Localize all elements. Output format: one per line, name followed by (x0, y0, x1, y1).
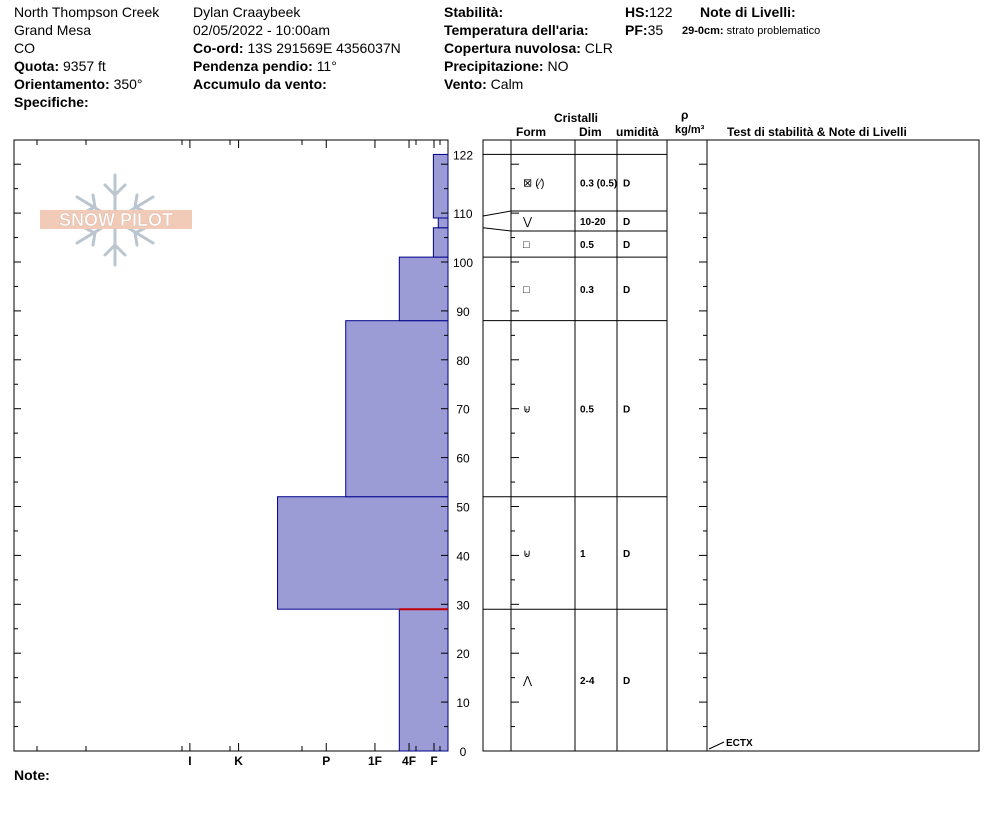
wind-value: Calm (490, 76, 524, 92)
observer: Dylan Craaybeek (193, 4, 301, 20)
hardness-tick-label: 4F (402, 754, 417, 768)
layer-form-glyph: ⋀ (523, 675, 533, 688)
hs-value: 122 (649, 4, 673, 20)
layer-form-glyph: ⊌ (523, 403, 532, 416)
logo-text: SNOW PILOT (59, 210, 173, 230)
hardness-bar (399, 609, 448, 751)
height-tick-label: 60 (456, 451, 470, 466)
layer-form-glyph: ⊌ (523, 547, 532, 560)
precip-label: Precipitazione: (444, 58, 544, 74)
layer-form-glyph: □ (523, 283, 530, 296)
hardness-bars (278, 154, 448, 751)
height-tick-label: 70 (456, 402, 470, 417)
precip-value: NO (547, 58, 569, 74)
air-temp-label: Temperatura dell'aria: (444, 22, 589, 38)
slope-value: 11° (316, 58, 337, 74)
coord-value: 13S 291569E 4356037N (247, 40, 401, 56)
layer-notes-label: Note di Livelli: (700, 4, 796, 20)
layer-size: 0.3 (0.5) (580, 178, 618, 190)
layer-form-glyph: □ (523, 239, 530, 252)
height-tick-label: 80 (456, 353, 470, 368)
location-line-2: Grand Mesa (14, 22, 92, 38)
test-leader (709, 742, 724, 749)
coord-label: Co-ord: (193, 40, 244, 56)
wind-loading-label: Accumulo da vento: (193, 76, 327, 92)
layer-moisture: D (623, 178, 631, 190)
stability-tests (709, 738, 753, 749)
height-tick-label: 50 (456, 500, 470, 515)
layer-moisture: D (623, 240, 631, 252)
sky-value: CLR (584, 40, 613, 56)
slope-label: Pendenza pendio: (193, 58, 313, 74)
layer-form-glyph: ⊠ (⁄) (523, 177, 545, 190)
hardness-tick-label: 1F (367, 754, 382, 768)
sky-label: Copertura nuvolosa: (444, 40, 581, 56)
test-label: ECTX (726, 738, 753, 749)
height-axis (453, 148, 473, 759)
tests-header: Test di stabilità & Note di Livelli (727, 125, 907, 139)
layer-size: 10-20 (580, 217, 606, 228)
height-tick-label: 110 (453, 207, 473, 222)
elevation-value: 9357 ft (63, 58, 106, 74)
aspect-label: Orientamento: (14, 76, 110, 92)
layer-moisture: D (623, 676, 631, 688)
layer-size: 1 (580, 548, 586, 560)
size-header: Dim (579, 125, 602, 139)
layer-moisture: D (623, 404, 631, 416)
datetime: 02/05/2022 - 10:00am (193, 22, 330, 38)
moisture-header: umidità (616, 125, 659, 139)
crystals-header: Cristalli (554, 111, 599, 125)
hardness-tick-label: P (322, 754, 331, 768)
layer-size: 0.5 (580, 240, 594, 252)
layer-size: 2-4 (580, 676, 595, 688)
stability-label: Stabilità: (444, 4, 504, 20)
height-tick-label: 40 (456, 549, 470, 564)
hardness-tick-label: F (430, 754, 438, 768)
layer-row-connector (483, 211, 511, 216)
density-unit-header: kg/m³ (675, 124, 705, 136)
hardness-bar (278, 497, 448, 609)
layer-table-frame (483, 140, 979, 751)
height-tick-label: 100 (452, 256, 474, 270)
hardness-tick-label: I (188, 754, 192, 768)
elevation-label: Quota: (14, 58, 60, 74)
aspect-value: 350° (113, 76, 143, 92)
hs-label: HS: (625, 4, 650, 20)
hardness-bar (399, 257, 448, 321)
location-line-3: CO (14, 40, 35, 56)
form-header: Form (516, 125, 546, 139)
layer-row-connector (483, 228, 511, 231)
layer-note-depth: 29-0cm: (682, 25, 724, 37)
layer-size: 0.5 (580, 404, 594, 416)
rho-header: ρ (681, 108, 689, 122)
layer-moisture: D (623, 548, 631, 560)
height-tick-label: 90 (456, 304, 470, 319)
layer-form-glyph: ⋁ (523, 216, 533, 228)
height-tick-label: 0 (459, 745, 467, 759)
height-tick-label: 10 (456, 696, 470, 711)
height-tick-label: 30 (456, 598, 470, 613)
pf-value: 35 (647, 22, 664, 38)
snowpilot-logo (40, 175, 192, 265)
hardness-bar (438, 218, 448, 228)
pf-label: PF: (625, 22, 648, 38)
table-ticks (511, 164, 707, 726)
layer-moisture: D (623, 284, 631, 296)
layer-size: 0.3 (580, 284, 594, 296)
layer-moisture: D (623, 217, 631, 228)
layer-note-text: strato problematico (726, 25, 821, 37)
hardness-bar (346, 321, 448, 497)
specifics-label: Specifiche: (14, 94, 89, 110)
height-tick-label: 20 (456, 647, 470, 662)
height-tick-label: 122 (452, 148, 474, 163)
wind-label: Vento: (444, 76, 487, 92)
hardness-tick-label: K (234, 754, 243, 768)
hardness-bar (433, 228, 448, 257)
location-line-1: North Thompson Creek (14, 4, 160, 20)
note-label: Note: (14, 767, 50, 783)
